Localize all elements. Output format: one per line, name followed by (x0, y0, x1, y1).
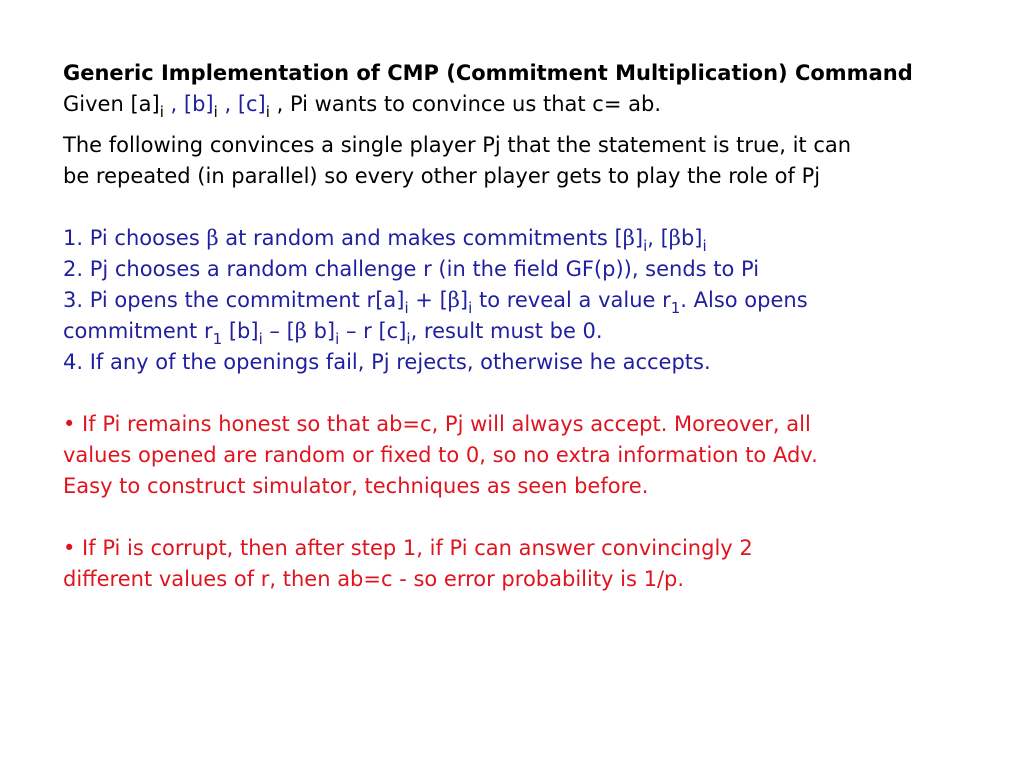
step-1-sub-2: i (702, 237, 707, 255)
given-sub-3: i (265, 103, 270, 121)
step-3-text-d: to reveal a value r (472, 288, 671, 312)
given-sub-2: i (213, 103, 218, 121)
given-text-4: , Pi wants to convince us that c= ab. (269, 92, 661, 116)
bullet-2-line-1: • If Pi is corrupt, then after step 1, if Pi can answer convincingly 2 (63, 536, 753, 560)
given-sub-1: i (159, 103, 164, 121)
slide-content (63, 58, 968, 595)
slide-title: Generic Implementation of CMP (Commitment Multiplication) Command (63, 61, 913, 85)
step-2: 2. Pj chooses a random challenge r (in the field GF(p)), sends to Pi (63, 257, 760, 281)
step-3b-text-f: , result must be 0. (410, 319, 603, 343)
step-3b-text-c: – [ (262, 319, 295, 343)
step-1-text-a: 1. Pi chooses (63, 226, 207, 250)
given-text-2: , [b] (163, 92, 214, 116)
step-1-sub-1: i (643, 237, 648, 255)
step-3-text-c: ] (459, 288, 469, 312)
step-1-text-b: at random and makes commitments [ (218, 226, 623, 250)
step-3b-sub-2: i (258, 330, 263, 348)
step-1-text-c: ] (634, 226, 644, 250)
step-1-text-d: , [ (647, 226, 669, 250)
paragraph-line-2: be repeated (in parallel) so every other player gets to play the role of Pj (63, 164, 821, 188)
beta-symbol: β (206, 226, 219, 250)
step-3 (63, 285, 968, 316)
step-3-continued (63, 316, 968, 347)
step-3-sub-2: i (468, 299, 473, 317)
step-3b-text-b: [b] (222, 319, 259, 343)
step-4: 4. If any of the openings fail, Pj rejects, otherwise he accepts. (63, 350, 711, 374)
given-text-3: , [c] (217, 92, 266, 116)
step-3b-text-a: commitment r (63, 319, 213, 343)
beta-symbol: β (294, 319, 307, 343)
step-3-text-b: + [ (408, 288, 448, 312)
step-3b-sub-4: i (406, 330, 411, 348)
bullet-1-line-2: values opened are random or fixed to 0, so no extra information to Adv. (63, 443, 818, 467)
bullet-2-line-2: different values of r, then ab=c - so error probability is 1/p. (63, 567, 685, 591)
step-3b-text-d: b] (306, 319, 336, 343)
bullet-1-line-1: • If Pi remains honest so that ab=c, Pj will always accept. Moreover, all (63, 412, 811, 436)
beta-symbol: β (668, 226, 681, 250)
step-1 (63, 223, 968, 254)
beta-symbol: β (622, 226, 635, 250)
step-3-sub-1: i (404, 299, 409, 317)
paragraph-line-1: The following convinces a single player Pj that the statement is true, it can (63, 133, 852, 157)
given-text-1: Given [a] (63, 92, 160, 116)
bullet-1-line-3: Easy to construct simulator, techniques as seen before. (63, 474, 649, 498)
step-1-text-e: b] (680, 226, 703, 250)
given-line (63, 89, 968, 120)
step-3b-sub-3: i (335, 330, 340, 348)
beta-symbol: β (447, 288, 460, 312)
step-3-sub-3: 1 (670, 299, 681, 317)
step-3-text-a: 3. Pi opens the commitment r[a] (63, 288, 405, 312)
step-3b-sub-1: 1 (212, 330, 223, 348)
step-3b-text-e: – r [c] (339, 319, 407, 343)
step-3-text-e: . Also opens (680, 288, 808, 312)
